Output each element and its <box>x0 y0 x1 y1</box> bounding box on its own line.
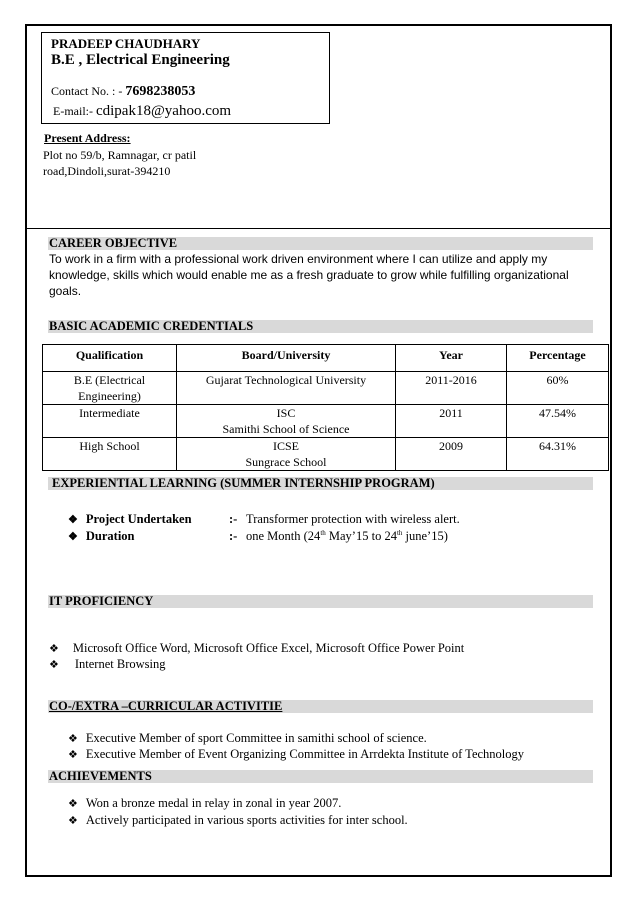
list-item: ❖ Microsoft Office Word, Microsoft Office Excel, Microsoft Office Power Point <box>49 641 465 655</box>
list-item: ❖ Internet Browsing <box>49 657 166 671</box>
bullet-icon: ❖ <box>68 798 78 810</box>
cell-year: 2009 <box>396 438 507 471</box>
bullet-icon: ❖ <box>68 733 78 745</box>
candidate-degree: B.E , Electrical Engineering <box>51 52 230 68</box>
cell-qualification: B.E (Electrical Engineering) <box>43 372 177 405</box>
cell-qualification: Intermediate <box>43 405 177 438</box>
address-line-2: road,Dindoli,surat-394210 <box>43 164 171 178</box>
cocurricular-title: CO-/EXTRA –CURRICULAR ACTIVITIE <box>49 699 283 713</box>
divider <box>25 228 612 229</box>
career-objective-text: To work in a firm with a professional work driven environment where I can utilize and apply my knowledge, skills which would enable me as a fresh graduate to grow while fulfilling organizational goals. <box>49 252 569 298</box>
duration-label-line <box>68 529 135 544</box>
duration-sep: :- <box>229 529 238 543</box>
bullet-icon: ❖ <box>49 643 59 655</box>
cell-percentage: 60% <box>507 372 609 405</box>
email-label: E-mail:- <box>53 104 96 118</box>
contact-line <box>51 84 195 100</box>
candidate-name: PRADEEP CHAUDHARY <box>51 36 201 51</box>
bullet-icon: ❖ <box>68 514 78 526</box>
contact-label: Contact No. : - <box>51 84 126 98</box>
bullet-icon: ❖ <box>68 749 78 761</box>
header-qualification: Qualification <box>43 345 177 372</box>
experiential-title: EXPERIENTIAL LEARNING (SUMMER INTERNSHIP PROGRAM) <box>52 476 435 490</box>
duration-label: Duration <box>85 529 135 543</box>
header-board: Board/University <box>177 345 396 372</box>
project-label: Project Undertaken <box>85 512 192 526</box>
email-address: cdipak18@yahoo.com <box>95 103 232 119</box>
career-objective-title: CAREER OBJECTIVE <box>49 236 178 250</box>
list-item: ❖ Actively participated in various sports activities for inter school. <box>68 813 408 827</box>
contact-number: 7698238053 <box>125 84 196 99</box>
address-title: Present Address: <box>44 131 131 145</box>
bullet-icon: ❖ <box>68 531 78 543</box>
table-row <box>43 372 609 405</box>
cell-board: ICSE Sungrace School <box>177 438 396 471</box>
address-line-1: Plot no 59/b, Ramnagar, cr patil <box>43 148 197 162</box>
academic-table <box>42 344 609 471</box>
header-year: Year <box>396 345 507 372</box>
bullet-icon: ❖ <box>68 815 78 827</box>
list-item: ❖ Won a bronze medal in relay in zonal in year 2007. <box>68 796 342 810</box>
cell-board: ISC Samithi School of Science <box>177 405 396 438</box>
email-line <box>53 103 231 120</box>
cell-year: 2011-2016 <box>396 372 507 405</box>
academic-title: BASIC ACADEMIC CREDENTIALS <box>49 319 254 333</box>
cell-board: Gujarat Technological University <box>177 372 396 405</box>
project-label-line <box>68 512 192 527</box>
bullet-icon: ❖ <box>49 659 59 671</box>
cell-percentage: 47.54% <box>507 405 609 438</box>
cell-qualification: High School <box>43 438 177 471</box>
table-row <box>43 438 609 471</box>
table-row <box>43 405 609 438</box>
header-percentage: Percentage <box>507 345 609 372</box>
table-header-row <box>43 345 609 372</box>
project-sep: :- <box>229 512 238 526</box>
achievements-title: ACHIEVEMENTS <box>49 769 152 783</box>
duration-value: one Month (24th May’15 to 24th june’15) <box>246 529 448 544</box>
list-item: ❖ Executive Member of Event Organizing Committee in Arrdekta Institute of Technology <box>68 747 525 761</box>
cell-percentage: 64.31% <box>507 438 609 471</box>
project-value: Transformer protection with wireless alert. <box>246 512 460 526</box>
list-item: ❖ Executive Member of sport Committee in samithi school of science. <box>68 731 427 745</box>
cell-year: 2011 <box>396 405 507 438</box>
it-proficiency-title: IT PROFICIENCY <box>49 594 154 608</box>
